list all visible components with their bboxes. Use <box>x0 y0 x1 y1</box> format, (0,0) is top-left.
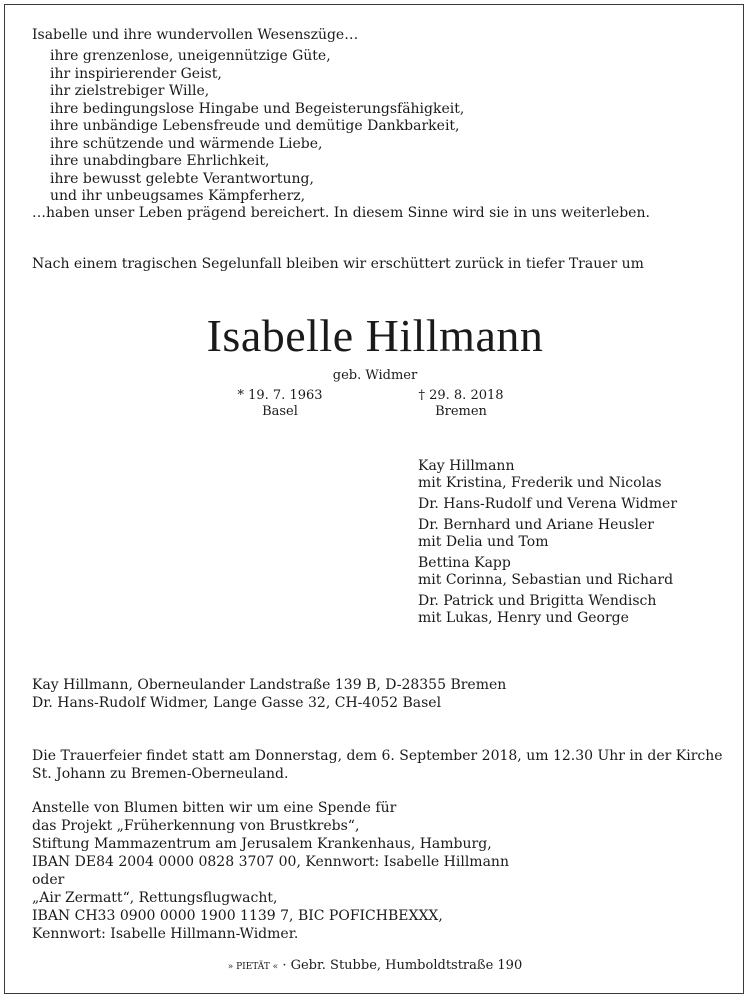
death-place: Bremen <box>435 404 487 419</box>
family-member: mit Delia und Tom <box>418 534 549 550</box>
poem-line: ihre schützende und wärmende Liebe, <box>50 135 323 152</box>
donation-line: oder <box>32 872 65 888</box>
donation-line: das Projekt „Früherkennung von Brustkrebs“, <box>32 818 360 834</box>
poem-line: ihre unabdingbare Ehrlichkeit, <box>50 153 270 169</box>
footer-separator: · <box>282 958 291 973</box>
poem-outro: …haben unser Leben prägend bereichert. In diesem Sinne wird sie in uns weiterleben. <box>32 205 650 221</box>
funeral-home-footer <box>0 958 750 975</box>
poem-line: ihr inspirierender Geist, <box>50 65 222 82</box>
funeral-home-address: Gebr. Stubbe, Humboldtstraße 190 <box>290 958 523 973</box>
family-member: Bettina Kapp <box>418 555 511 571</box>
poem-line: ihre bedingungslose Hingabe und Begeisterungsfähigkeit, <box>50 100 465 117</box>
poem-line: und ihr unbeugsames Kämpferherz, <box>50 188 306 204</box>
family-member: Dr. Hans-Rudolf und Verena Widmer <box>418 496 678 512</box>
donation-line: „Air Zermatt“, Rettungsflugwacht, <box>32 890 278 906</box>
death-info <box>361 388 561 420</box>
family-member: Kay Hillmann <box>418 458 515 474</box>
funeral-home-brand: » PIETÄT « <box>227 962 279 972</box>
poem-line: ihre grenzenlose, uneigennützige Güte, <box>50 48 331 64</box>
donation-line: Anstelle von Blumen bitten wir um eine Spende für <box>32 800 397 816</box>
donation-block <box>32 799 509 943</box>
ceremony-line: St. Johann zu Bremen-Oberneuland. <box>32 766 289 782</box>
poem-line: ihre bewusst gelebte Verantwortung, <box>50 170 314 187</box>
family-group <box>418 593 677 627</box>
address-line: Dr. Hans-Rudolf Widmer, Lange Gasse 32, CH-4052 Basel <box>32 695 442 711</box>
family-member: Dr. Patrick und Brigitta Wendisch <box>418 593 657 609</box>
donation-line: IBAN CH33 0900 0000 1900 1139 7, BIC POFICHBEXXX, <box>32 908 443 924</box>
birth-place: Basel <box>262 404 298 419</box>
donation-line: Kennwort: Isabelle Hillmann-Widmer. <box>32 926 299 942</box>
family-member: mit Lukas, Henry und George <box>418 610 629 626</box>
family-group <box>418 555 677 589</box>
poem-line: ihre unbändige Lebensfreude und demütige Dankbarkeit, <box>50 118 460 134</box>
donation-line: Stiftung Mammazentrum am Jerusalem Krankenhaus, Hamburg, <box>32 836 492 852</box>
family-list <box>418 458 677 631</box>
family-member: Dr. Bernhard und Ariane Heusler <box>418 517 655 533</box>
family-group <box>418 458 677 492</box>
poem-intro: Isabelle und ihre wundervollen Wesenszüge… <box>32 27 359 43</box>
death-date: † 29. 8. 2018 <box>418 388 504 403</box>
ceremony-line: Die Trauerfeier findet statt am Donnerstag, dem 6. September 2018, um 12.30 Uhr in der Kirche <box>32 748 723 764</box>
maiden-name: geb. Widmer <box>332 368 418 383</box>
poem-lines <box>50 48 464 206</box>
mourning-statement: Nach einem tragischen Segelunfall bleiben wir erschüttert zurück in tiefer Trauer um <box>32 256 644 272</box>
address-line: Kay Hillmann, Oberneulander Landstraße 139 B, D-28355 Bremen <box>32 677 507 693</box>
family-member: mit Kristina, Frederik und Nicolas <box>418 475 662 491</box>
deceased-name: Isabelle Hillmann <box>206 310 544 361</box>
birth-info <box>180 388 380 420</box>
family-group <box>418 496 677 513</box>
family-group <box>418 517 677 551</box>
poem-line: ihr zielstrebiger Wille, <box>50 83 210 99</box>
birth-date: * 19. 7. 1963 <box>237 388 323 403</box>
family-member: mit Corinna, Sebastian und Richard <box>418 572 674 588</box>
donation-line: IBAN DE84 2004 0000 0828 3707 00, Kennwort: Isabelle Hillmann <box>32 854 509 870</box>
